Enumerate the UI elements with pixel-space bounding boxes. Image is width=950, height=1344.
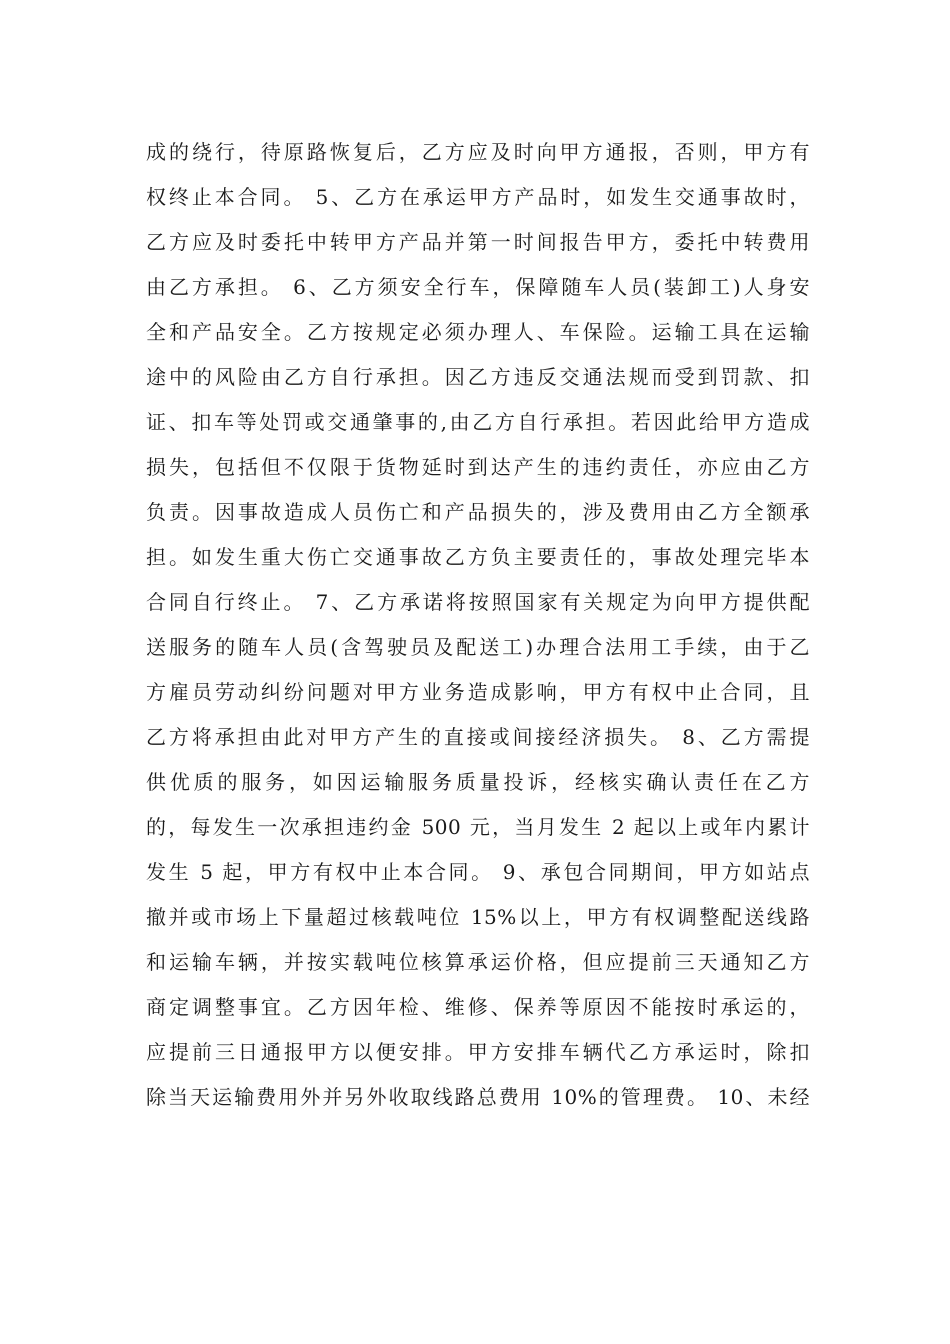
text-line-6: 途中的风险由乙方自行承担。因乙方违反交通法规而受到罚款、扣 bbox=[146, 365, 810, 389]
text-line-5: 全和产品安全。乙方按规定必须办理人、车保险。运输工具在运输 bbox=[146, 320, 810, 344]
text-line-17: 发生 5 起，甲方有权中止本合同。 9、承包合同期间，甲方如站点 bbox=[146, 860, 810, 884]
text-line-3: 乙方应及时委托中转甲方产品并第一时间报告甲方，委托中转费用 bbox=[146, 230, 810, 254]
text-line-8: 损失，包括但不仅限于货物延时到达产生的违约责任，亦应由乙方 bbox=[146, 455, 810, 479]
text-line-20: 商定调整事宜。乙方因年检、维修、保养等原因不能按时承运的， bbox=[146, 995, 810, 1019]
text-line-22: 除当天运输费用外并另外收取线路总费用 10%的管理费。 10、未经 bbox=[146, 1085, 810, 1109]
text-line-11: 合同自行终止。 7、乙方承诺将按照国家有关规定为向甲方提供配 bbox=[146, 590, 810, 614]
text-line-2: 权终止本合同。 5、乙方在承运甲方产品时，如发生交通事故时， bbox=[146, 185, 810, 209]
text-line-12: 送服务的随车人员(含驾驶员及配送工)办理合法用工手续，由于乙 bbox=[146, 635, 810, 659]
text-line-15: 供优质的服务，如因运输服务质量投诉，经核实确认责任在乙方 bbox=[146, 770, 810, 794]
text-line-18: 撤并或市场上下量超过核载吨位 15%以上，甲方有权调整配送线路 bbox=[146, 905, 810, 929]
text-line-1: 成的绕行，待原路恢复后，乙方应及时向甲方通报，否则，甲方有 bbox=[146, 140, 810, 164]
text-line-4: 由乙方承担。 6、乙方须安全行车，保障随车人员(装卸工)人身安 bbox=[146, 275, 810, 299]
text-line-21: 应提前三日通报甲方以便安排。甲方安排车辆代乙方承运时，除扣 bbox=[146, 1040, 810, 1064]
text-line-7: 证、扣车等处罚或交通肇事的,由乙方自行承担。若因此给甲方造成 bbox=[146, 410, 810, 434]
text-line-16: 的，每发生一次承担违约金 500 元，当月发生 2 起以上或年内累计 bbox=[146, 815, 810, 839]
contract-body-text bbox=[146, 130, 810, 1120]
text-line-13: 方雇员劳动纠纷问题对甲方业务造成影响，甲方有权中止合同，且 bbox=[146, 680, 810, 704]
text-line-14: 乙方将承担由此对甲方产生的直接或间接经济损失。 8、乙方需提 bbox=[146, 725, 810, 749]
text-line-9: 负责。因事故造成人员伤亡和产品损失的，涉及费用由乙方全额承 bbox=[146, 500, 810, 524]
text-line-19: 和运输车辆，并按实载吨位核算承运价格，但应提前三天通知乙方 bbox=[146, 950, 810, 974]
text-line-10: 担。如发生重大伤亡交通事故乙方负主要责任的，事故处理完毕本 bbox=[146, 545, 810, 569]
